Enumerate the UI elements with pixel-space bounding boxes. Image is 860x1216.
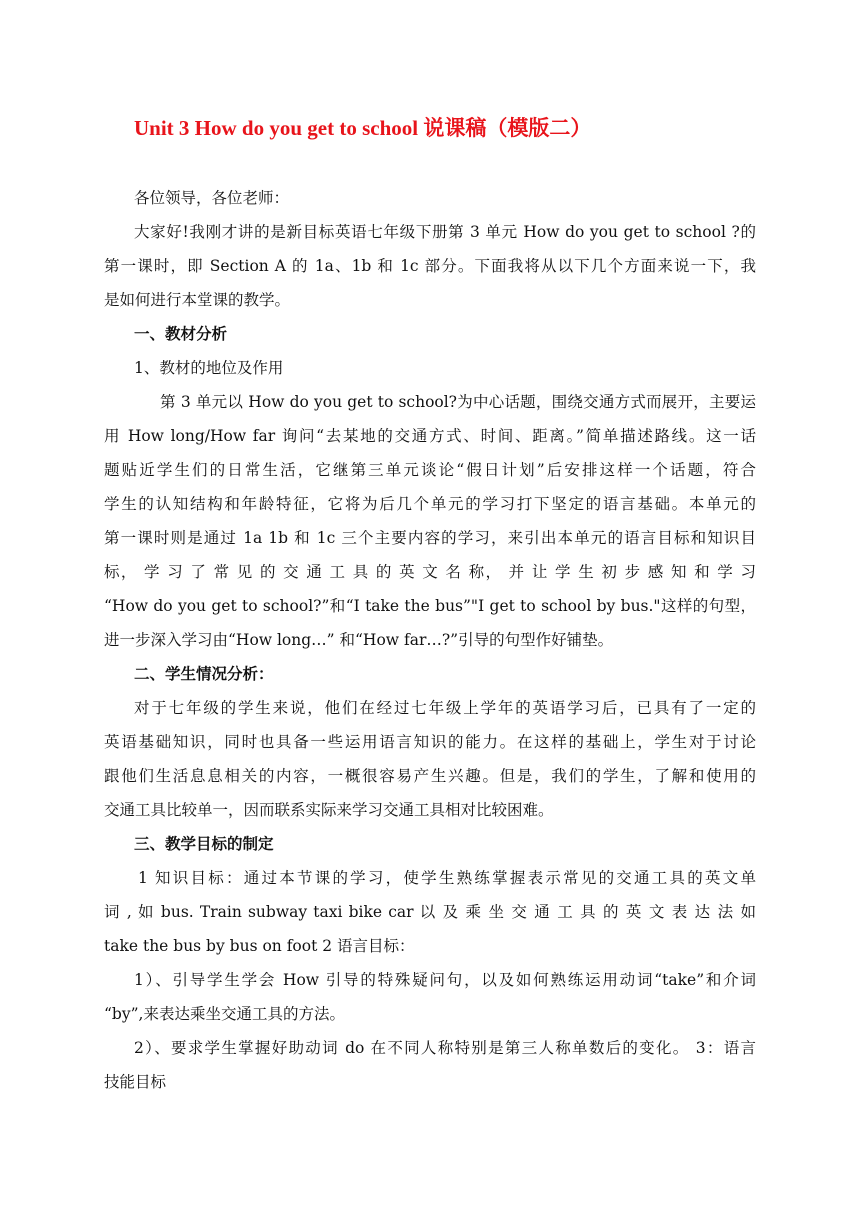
text-line: 对于七年级的学生来说，他们在经过七年级上学年的英语学习后，已具有了一定的 <box>134 699 756 717</box>
text-line: 标， 学 习 了 常 见 的 交 通 工 具 的 英 文 名 称， 并 让 学 生 初 步 感 知 和 学 习 <box>104 563 756 581</box>
text-line: 用 How long/How far 询问“去某地的交通方式、时间、距离。”简单描述路线。这一话 <box>104 427 756 445</box>
text-line: 跟他们生活息息相关的内容，一概很容易产生兴趣。但是，我们的学生，了解和使用的 <box>104 767 756 785</box>
text-line: 词 , 如 bus. Train subway taxi bike car 以 及 乘 坐 交 通 工 具 的 英 文 表 达 法 如 <box>104 903 756 921</box>
text-line: “How do you get to school?”和“I take the bus”"I get to school by bus."这样的句型， <box>104 597 756 615</box>
text-line: take the bus by bus on foot 2 语言目标： <box>104 937 415 955</box>
text-line: “by”,来表达乘坐交通工具的方法。 <box>104 1005 345 1023</box>
text-line: 技能目标 <box>104 1073 167 1091</box>
text-line: 第 3 单元以 How do you get to school?为中心话题，围绕交通方式而展开，主要运 <box>160 393 756 411</box>
text-line: 2）、要求学生掌握好助动词 do 在不同人称特别是第三人称单数后的变化。 3：语言 <box>134 1039 756 1057</box>
section-heading: 二、学生情况分析： <box>134 664 274 683</box>
text-line: 第一课时，即 Section A 的 1a、1b 和 1c 部分。下面我将从以下几个方面来说一下，我 <box>104 257 756 275</box>
section-heading: 一、教材分析 <box>134 324 228 343</box>
text-line: 英语基础知识，同时也具备一些运用语言知识的能力。在这样的基础上，学生对于讨论 <box>104 733 756 751</box>
text-line: 1 知识目标：通过本节课的学习，使学生熟练掌握表示常见的交通工具的英文单 <box>138 869 756 887</box>
text-line: 第一课时则是通过 1a 1b 和 1c 三个主要内容的学习，来引出本单元的语言目标和知识目 <box>104 529 756 547</box>
text-line: 各位领导，各位老师： <box>134 189 290 207</box>
text-line: 大家好!我刚才讲的是新目标英语七年级下册第 3 单元 How do you get to school ?的 <box>134 223 756 241</box>
text-line: 学生的认知结构和年龄特征，它将为后几个单元的学习打下坚定的语言基础。本单元的 <box>104 495 756 513</box>
document-title: Unit 3 How do you get to school 说课稿（模版二） <box>134 116 592 140</box>
text-line: 是如何进行本堂课的教学。 <box>104 291 291 309</box>
text-line: 进一步深入学习由“How long…” 和“How far…?”引导的句型作好铺垫。 <box>104 631 614 649</box>
text-line: 交通工具比较单一，因而联系实际来学习交通工具相对比较困难。 <box>104 801 554 819</box>
section-heading: 三、教学目标的制定 <box>134 834 274 853</box>
text-line: 题贴近学生们的日常生活，它继第三单元谈论“假日计划”后安排这样一个话题，符合 <box>104 461 756 479</box>
subsection-heading: 1、教材的地位及作用 <box>134 359 284 377</box>
text-line: 1）、引导学生学会 How 引导的特殊疑问句，以及如何熟练运用动词“take”和介词 <box>134 971 756 989</box>
